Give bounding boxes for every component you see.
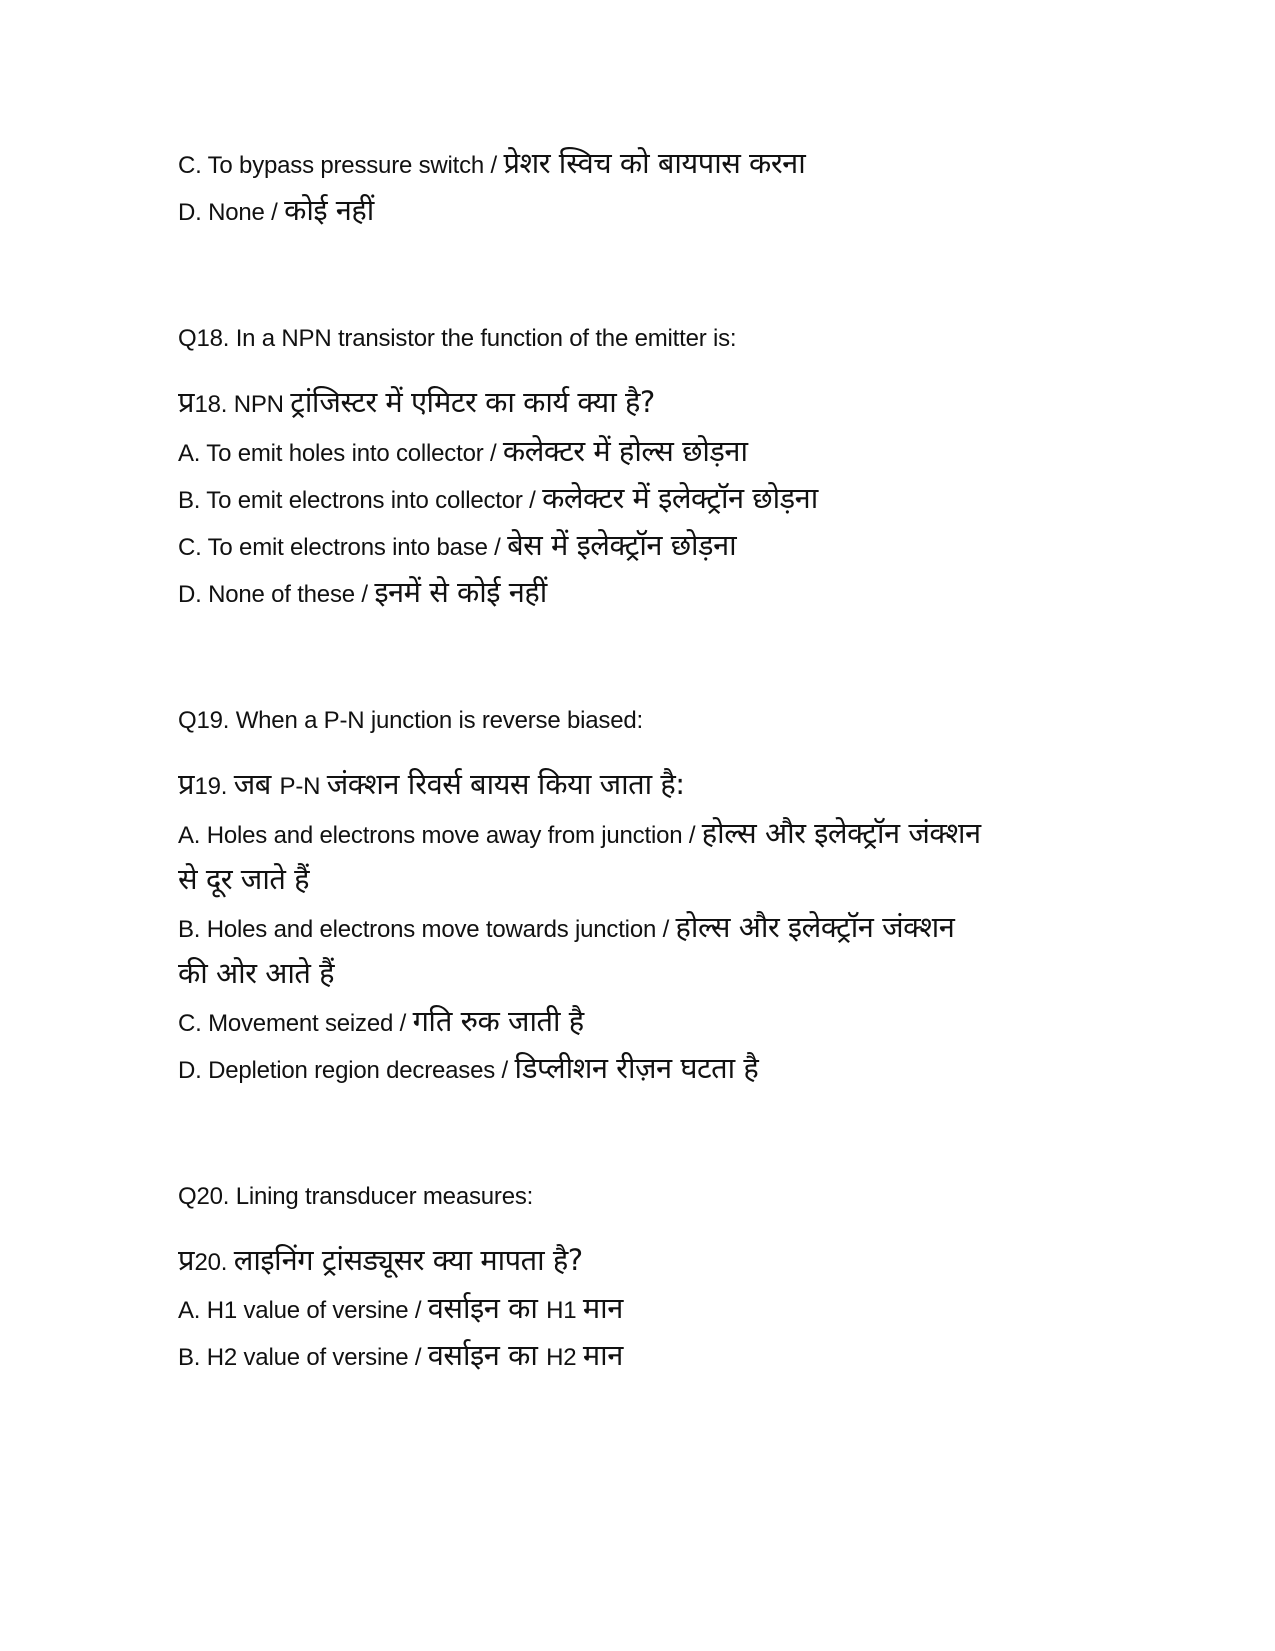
question-prefix: प्र [178,385,195,419]
question-prefix: प्र [178,1243,195,1277]
q19-option-d [178,1051,758,1088]
option-hindi: बेस में इलेक्ट्रॉन छोड़ना [507,528,737,562]
option-english: C. To emit electrons into base / [178,534,508,561]
q18-option-b [178,481,818,518]
q18-option-d [178,575,547,612]
option-hindi: गति रुक जाती है [412,1004,584,1038]
q20-option-b [178,1338,623,1375]
question-text: Q19. When a P-N junction is reverse biased: [178,707,643,734]
question-19-english [178,703,643,738]
question-20-english [178,1179,533,1214]
question-text-hindi: ट्रांजिस्टर में एमिटर का कार्य क्या है? [290,385,655,419]
question-prefix: प्र [178,767,195,801]
option-english: A. To emit holes into collector / [178,440,503,467]
option-english: A. H1 value of versine / [178,1297,428,1324]
question-text: Q18. In a NPN transistor the function of the emitter is: [178,325,737,352]
question-number: 19. [194,773,234,800]
option-english: C. Movement seized / [178,1010,413,1037]
option-english: A. Holes and electrons move away from junction / [178,822,702,849]
option-c-prev [178,146,805,183]
option-english: B. Holes and electrons move towards junction / [178,916,676,943]
option-english: D. None / [178,199,285,226]
q19-option-b [178,910,954,947]
option-hindi: वर्साइन का [427,1338,547,1372]
option-hindi: मान [582,1291,623,1325]
q19-option-a [178,816,981,853]
option-hindi-continuation: से दूर जाते हैं [178,862,309,896]
option-latin: H1 [546,1297,583,1324]
question-text-hindi: लाइनिंग ट्रांसड्यूसर क्या मापता है? [233,1243,583,1277]
option-hindi: इनमें से कोई नहीं [374,575,547,609]
q19-option-b-cont [178,956,334,992]
option-hindi: मान [582,1338,623,1372]
question-number: 20. [194,1249,234,1276]
option-hindi-continuation: की ओर आते हैं [178,956,335,990]
option-english: B. To emit electrons into collector / [178,487,543,514]
q20-option-a [178,1291,623,1328]
option-hindi: प्रेशर स्विच को बायपास करना [503,146,806,180]
option-english: B. H2 value of versine / [178,1344,428,1371]
option-latin: H2 [546,1344,583,1371]
option-hindi: वर्साइन का [427,1291,547,1325]
option-english: D. Depletion region decreases / [178,1057,515,1084]
option-hindi: कोई नहीं [284,193,374,227]
question-18-hindi [178,385,655,422]
q19-option-c [178,1004,584,1041]
option-hindi: होल्स और इलेक्ट्रॉन जंक्शन [701,816,981,850]
question-text: Q20. Lining transducer measures: [178,1183,534,1210]
question-18-english [178,321,736,356]
option-d-prev [178,193,374,230]
q18-option-a [178,434,748,471]
question-20-hindi [178,1243,583,1280]
option-hindi: होल्स और इलेक्ट्रॉन जंक्शन [675,910,955,944]
q18-option-c [178,528,736,565]
option-english: C. To bypass pressure switch / [178,152,504,179]
question-number: 18. NPN [194,391,291,418]
question-text-hindi: जब [233,767,280,801]
question-text-hindi: जंक्शन रिवर्स बायस किया जाता है: [326,767,685,801]
q19-option-a-cont [178,862,309,898]
option-hindi: डिप्लीशन रीज़न घटता है [514,1051,759,1085]
option-hindi: कलेक्टर में इलेक्ट्रॉन छोड़ना [542,481,818,515]
option-hindi: कलेक्टर में होल्स छोड़ना [502,434,748,468]
question-19-hindi [178,767,685,804]
question-text-latin: P-N [279,773,327,800]
option-english: D. None of these / [178,581,375,608]
